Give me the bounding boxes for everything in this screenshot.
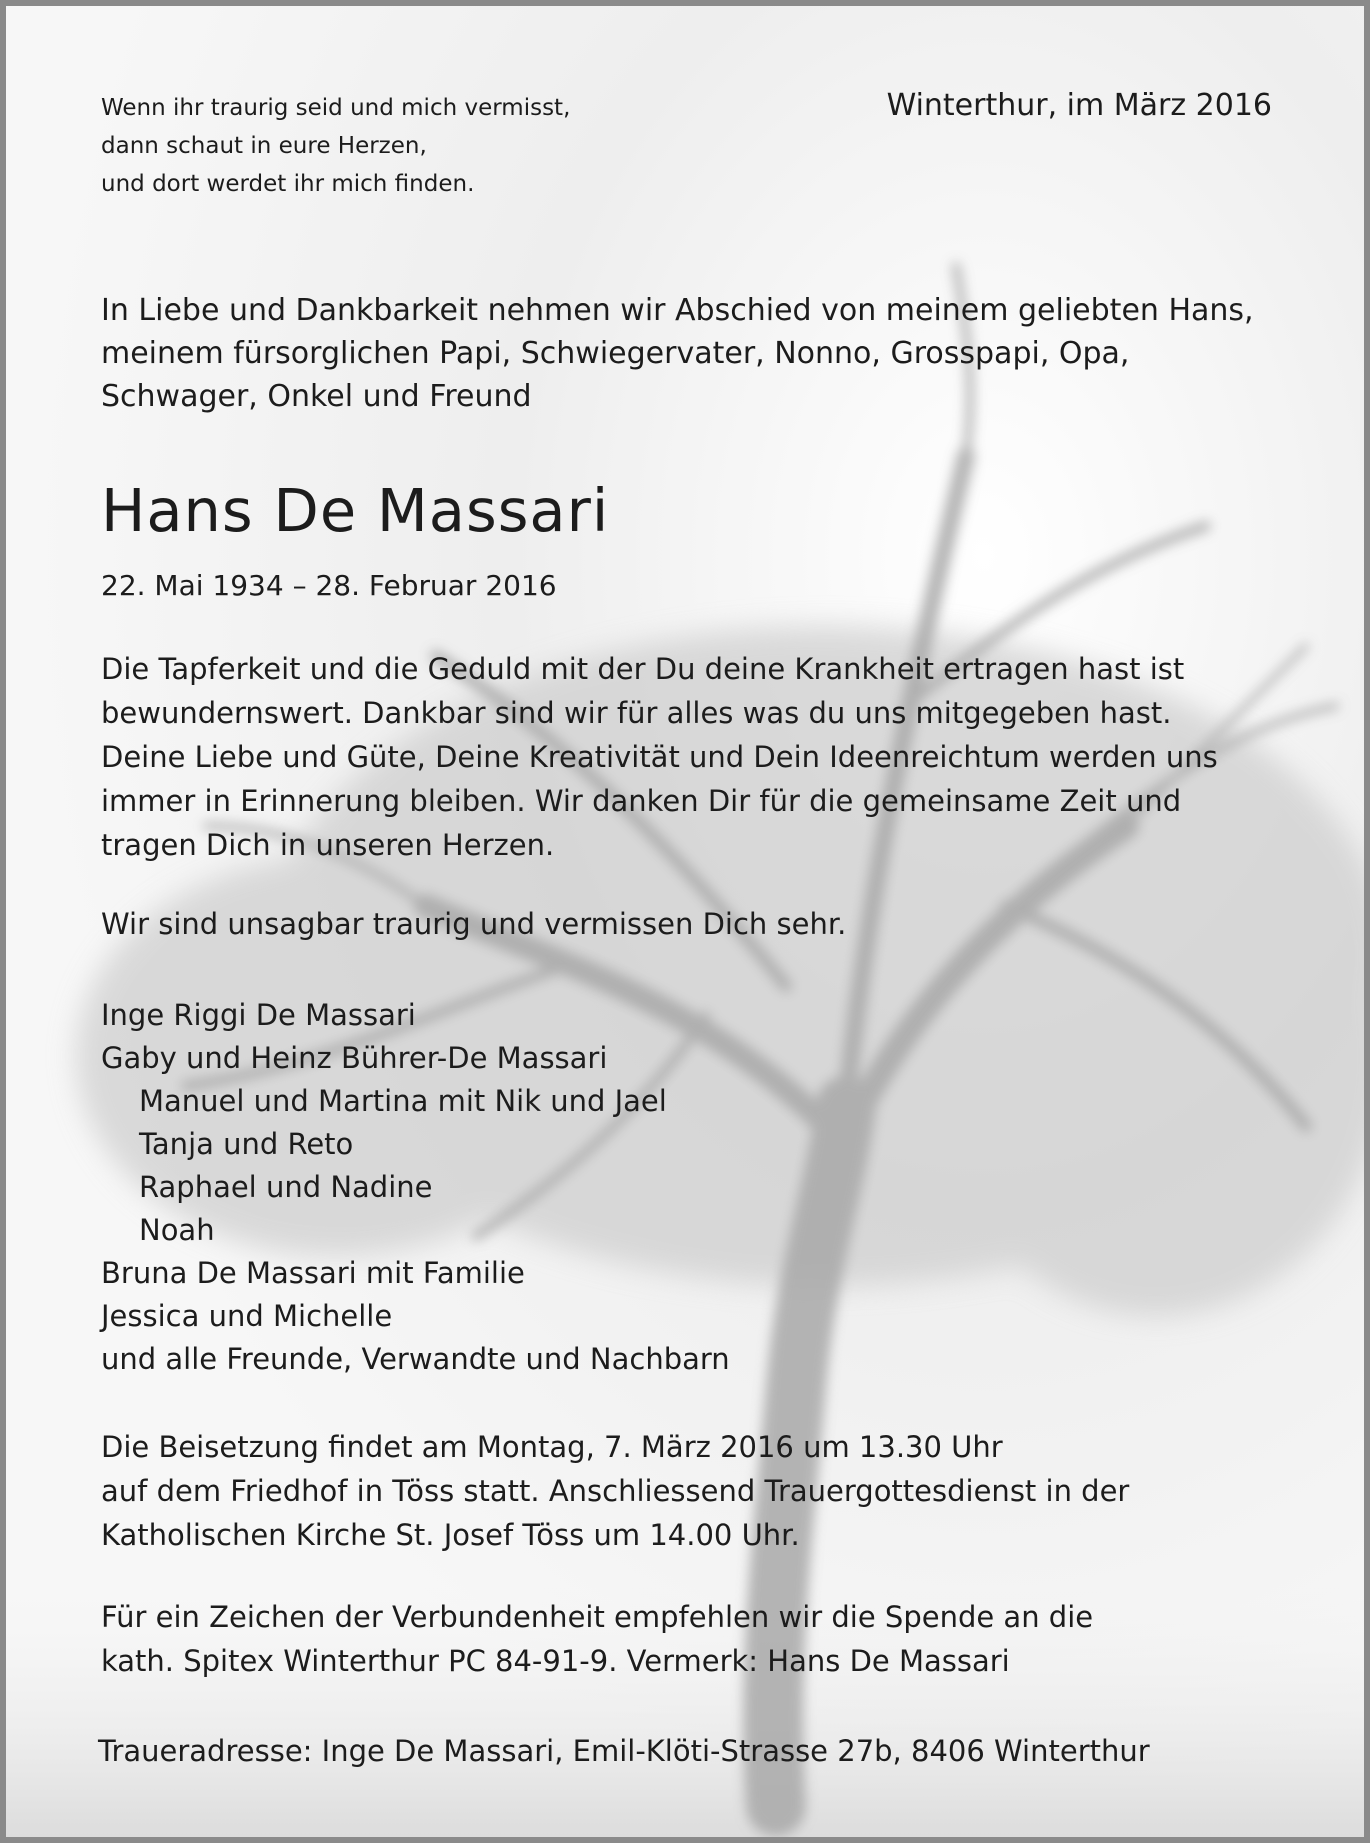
mourner-entry: Gaby und Heinz Bührer-De Massari [101,1041,608,1075]
mourning-address: Traueradresse: Inge De Massari, Emil-Klöti-Strasse 27b, 8406 Winterthur [98,1734,1150,1768]
mourner-entry-indented: Tanja und Reto [139,1127,354,1161]
funeral-notice [101,1425,1129,1557]
motto-line: und dort werdet ihr mich finden. [101,171,475,197]
donation-line: Für ein Zeichen der Verbundenheit empfehlen wir die Spende an die [101,1600,1094,1634]
tribute-paragraph [101,647,1218,867]
motto-verse [101,89,570,203]
intro-line: In Liebe und Dankbarkeit nehmen wir Abschied von meinem geliebten Hans, [101,293,1254,328]
intro-paragraph [101,289,1254,418]
motto-line: dann schaut in eure Herzen, [101,133,427,159]
mourner-entry: Bruna De Massari mit Familie [101,1256,525,1290]
funeral-line: Die Beisetzung findet am Montag, 7. März 2016 um 13.30 Uhr [101,1430,1003,1464]
life-dates: 22. Mai 1934 – 28. Februar 2016 [101,569,557,602]
mourner-entry-indented: Noah [139,1213,215,1247]
deceased-name: Hans De Massari [101,476,610,545]
tribute-line: immer in Erinnerung bleiben. Wir danken Dir für die gemeinsame Zeit und [101,784,1182,818]
donation-notice [101,1595,1093,1683]
intro-line: Schwager, Onkel und Freund [101,379,532,414]
intro-line: meinem fürsorglichen Papi, Schwiegervater, Nonno, Grosspapi, Opa, [101,336,1130,371]
funeral-line: auf dem Friedhof in Töss statt. Anschliessend Trauergottesdienst in der [101,1474,1130,1508]
mourner-entry-indented: Raphael und Nadine [139,1170,433,1204]
obituary-content [6,6,1364,1837]
mourner-entry-indented: Manuel und Martina mit Nik und Jael [139,1084,667,1118]
tribute-line: Die Tapferkeit und die Geduld mit der Du deine Krankheit ertragen hast ist [101,652,1185,686]
mourner-entry: Inge Riggi De Massari [101,998,416,1032]
mourner-entry: Jessica und Michelle [101,1299,393,1333]
funeral-line: Katholischen Kirche St. Josef Töss um 14.00 Uhr. [101,1518,800,1552]
donation-line: kath. Spitex Winterthur PC 84-91-9. Vermerk: Hans De Massari [101,1644,1010,1678]
place-date: Winterthur, im März 2016 [886,88,1272,123]
motto-line: Wenn ihr traurig seid und mich vermisst, [101,95,571,121]
mourners-list [101,994,730,1381]
closing-sentence: Wir sind unsagbar traurig und vermissen Dich sehr. [101,907,847,941]
mourner-entry: und alle Freunde, Verwandte und Nachbarn [101,1342,730,1376]
tribute-line: bewundernswert. Dankbar sind wir für alles was du uns mitgegeben hast. [101,696,1172,730]
tribute-line: Deine Liebe und Güte, Deine Kreativität und Dein Ideenreichtum werden uns [101,740,1218,774]
tribute-line: tragen Dich in unseren Herzen. [101,828,555,862]
